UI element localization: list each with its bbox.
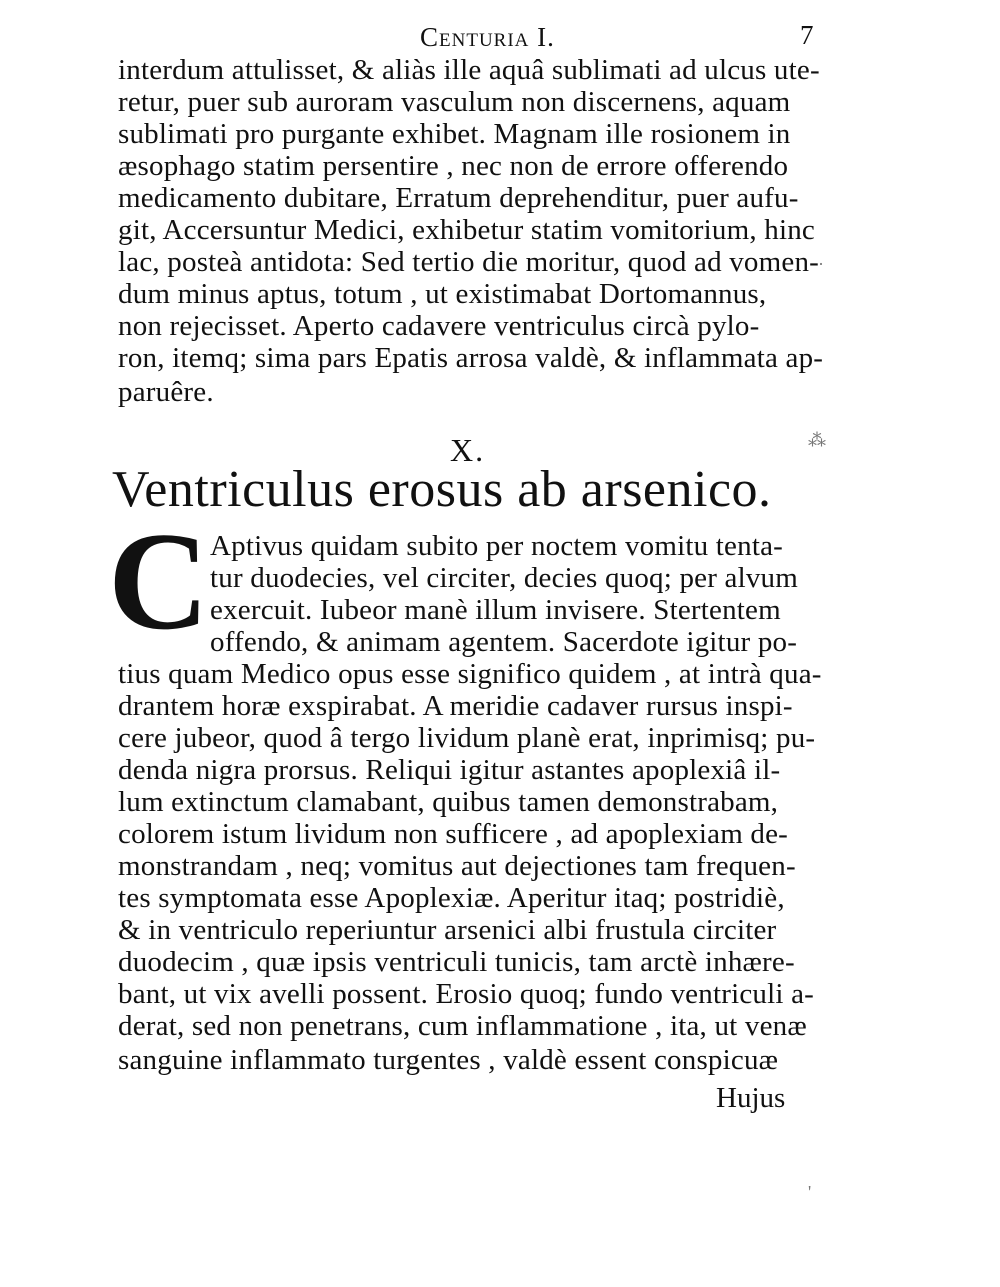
catchword: Hujus [716, 1082, 786, 1114]
text-line: monstrandam , neq; vomitus aut dejectiones tam frequen- [118, 850, 796, 882]
text-line: retur, puer sub auroram vasculum non discernens, aquam [118, 86, 791, 118]
ink-speck: ' [808, 1182, 812, 1202]
chapter-number: X. [450, 432, 486, 468]
text-line: exercuit. Iubeor manè illum invisere. Stertentem [210, 594, 781, 626]
text-line: offendo, & animam agentem. Sacerdote igitur po- [210, 626, 798, 658]
text-line: tius quam Medico opus esse significo quidem , at intrà qua- [118, 658, 822, 690]
ink-speck: · [818, 254, 824, 274]
text-line: sublimati pro purgante exhibet. Magnam ille rosionem in [118, 118, 791, 150]
text-line: lac, posteà antidota: Sed tertio die moritur, quod ad vomen- [118, 246, 820, 278]
text-line: tur duodecies, vel circiter, decies quoq; per alvum [210, 562, 799, 594]
text-line: git, Accersuntur Medici, exhibetur statim vomitorium, hinc [118, 214, 815, 246]
text-line: ron, itemq; sima pars Epatis arrosa valdè, & inflammata ap- [118, 342, 824, 374]
text-line: interdum attulisset, & aliàs ille aquâ sublimati ad ulcus ute- [118, 54, 820, 86]
drop-cap: C [108, 504, 210, 659]
text-line: duodecim , quæ ipsis ventriculi tunicis, tam arctè inhære- [118, 946, 795, 978]
text-line: æsophago statim persentire , nec non de errore offerendo [118, 150, 789, 182]
text-line: & in ventriculo reperiuntur arsenici albi frustula circiter [118, 914, 777, 946]
text-line: sanguine inflammato turgentes , valdè essent conspicuæ [118, 1044, 779, 1076]
text-line: derat, sed non penetrans, cum inflammatione , ita, ut venæ [118, 1010, 807, 1042]
text-line: denda nigra prorsus. Reliqui igitur astantes apoplexiâ il- [118, 754, 781, 786]
text-line: paruêre. [118, 376, 214, 408]
text-line: dum minus aptus, totum , ut existimabat Dortomannus, [118, 278, 767, 310]
text-line: lum extinctum clamabant, quibus tamen demonstrabam, [118, 786, 779, 818]
page-number: 7 [800, 20, 814, 50]
text-line: Aptivus quidam subito per noctem vomitu tenta- [210, 530, 784, 562]
text-line: non rejecisset. Aperto cadavere ventriculus circà pylo- [118, 310, 760, 342]
text-line: medicamento dubitare, Erratum deprehenditur, puer aufu- [118, 182, 799, 214]
text-line: cere jubeor, quod â tergo lividum planè erat, inprimisq; pu- [118, 722, 816, 754]
text-line: bant, ut vix avelli possent. Erosio quoq; fundo ventriculi a- [118, 978, 814, 1010]
chapter-title: Ventriculus erosus ab arsenico. [112, 461, 772, 518]
text-line: colorem istum lividum non sufficere , ad apoplexiam de- [118, 818, 789, 850]
running-head: Centuria I. [420, 22, 555, 52]
text-line: drantem horæ exspirabat. A meridie cadaver rursus inspi- [118, 690, 793, 722]
text-line: tes symptomata esse Apoplexiæ. Aperitur itaq; postridiè, [118, 882, 785, 914]
ink-speck: ⁂ [808, 430, 826, 450]
